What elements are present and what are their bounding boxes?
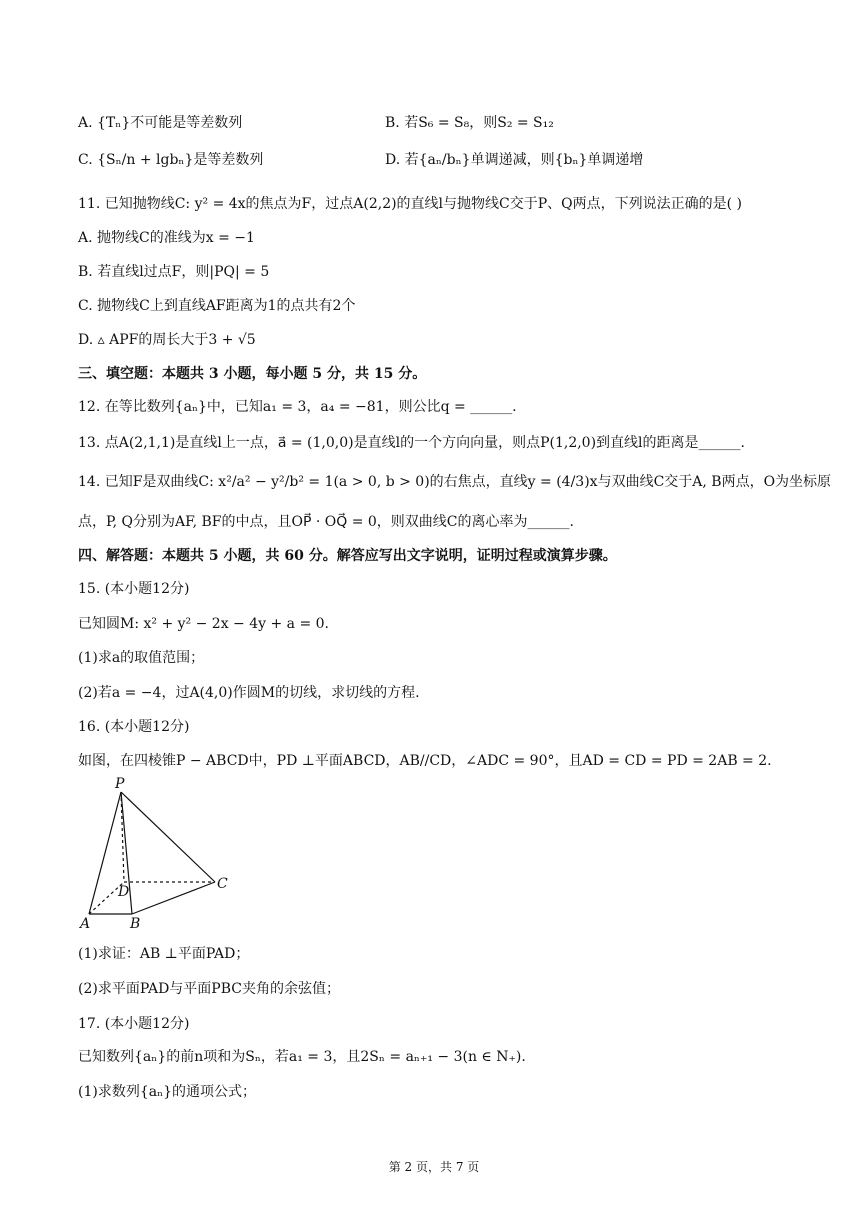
q15-part-1: (1)求a的取值范围；	[78, 650, 205, 666]
q11-option-c: C. 抛物线C上到直线AF距离为1的点共有2个	[78, 298, 356, 314]
page-footer: 第 2 页，共 7 页	[388, 1160, 480, 1174]
section-4-heading: 四、解答题：本题共 5 小题，共 60 分。解答应写出文字说明，证明过程或演算步骤。	[78, 548, 617, 564]
section-3-heading: 三、填空题：本题共 3 小题，每小题 5 分，共 15 分。	[78, 366, 427, 382]
q17-header: 17. (本小题12分)	[78, 1016, 190, 1032]
vertex-label-p: P	[115, 776, 125, 792]
q11-option-d: D. ▵ APF的周长大于3 + √5	[78, 332, 256, 348]
edge-pc	[121, 792, 215, 882]
q16-stem: 如图，在四棱锥P − ABCD中，PD ⊥平面ABCD，AB//CD，∠ADC = 90°，且AD = CD = PD = 2AB = 2.	[78, 753, 772, 769]
vertex-label-a: A	[80, 916, 91, 932]
q10-option-c: C. {Sₙ/n + lgbₙ}是等差数列	[78, 152, 264, 168]
q11-option-a: A. 抛物线C的准线为x = −1	[78, 230, 255, 246]
pyramid-figure	[78, 775, 238, 933]
q15-header: 15. (本小题12分)	[78, 581, 190, 597]
q15-stem: 已知圆M: x² + y² − 2x − 4y + a = 0.	[78, 616, 330, 632]
q14-line-1: 14. 已知F是双曲线C: x²/a² − y²/b² = 1(a > 0, b > 0)的右焦点，直线y = (4/3)x与双曲线C交于A, B两点，O为坐标原	[78, 474, 832, 490]
vertex-label-b: B	[130, 916, 141, 932]
q10-option-d: D. 若{aₙ/bₙ}单调递减，则{bₙ}单调递增	[385, 152, 644, 168]
q10-option-b: B. 若S₆ = S₈，则S₂ = S₁₂	[385, 115, 554, 131]
q17-part-1: (1)求数列{aₙ}的通项公式；	[78, 1084, 257, 1100]
q10-option-a: A. {Tₙ}不可能是等差数列	[78, 115, 243, 131]
q12-text: 12. 在等比数列{aₙ}中，已知a₁ = 3，a₄ = −81，则公比q = ______.	[78, 399, 517, 415]
edge-bc	[132, 882, 215, 914]
vertex-label-d: D	[118, 884, 130, 900]
q16-part-2: (2)求平面PAD与平面PBC夹角的余弦值；	[78, 981, 340, 997]
q16-header: 16. (本小题12分)	[78, 719, 190, 735]
edge-pa	[89, 792, 121, 914]
q13-text: 13. 点A(2,1,1)是直线l上一点，a⃗ = (1,0,0)是直线l的一个方向向量，则点P(1,2,0)到直线l的距离是______.	[78, 435, 745, 451]
q17-stem: 已知数列{aₙ}的前n项和为Sₙ，若a₁ = 3，且2Sₙ = aₙ₊₁ − 3(n ∈ N₊).	[78, 1049, 526, 1065]
q14-line-2: 点，P, Q分别为AF, BF的中点，且OP⃗ · OQ⃗ = 0，则双曲线C的离心率为______.	[78, 514, 574, 530]
q11-option-b: B. 若直线l过点F，则|PQ| = 5	[78, 264, 270, 280]
vertex-label-c: C	[217, 876, 228, 892]
q16-part-1: (1)求证：AB ⊥平面PAD；	[78, 946, 250, 962]
q15-part-2: (2)若a = −4，过A(4,0)作圆M的切线，求切线的方程.	[78, 685, 420, 701]
q11-stem: 11. 已知抛物线C: y² = 4x的焦点为F，过点A(2,2)的直线l与抛物线C交于P、Q两点，下列说法正确的是( )	[78, 196, 743, 212]
